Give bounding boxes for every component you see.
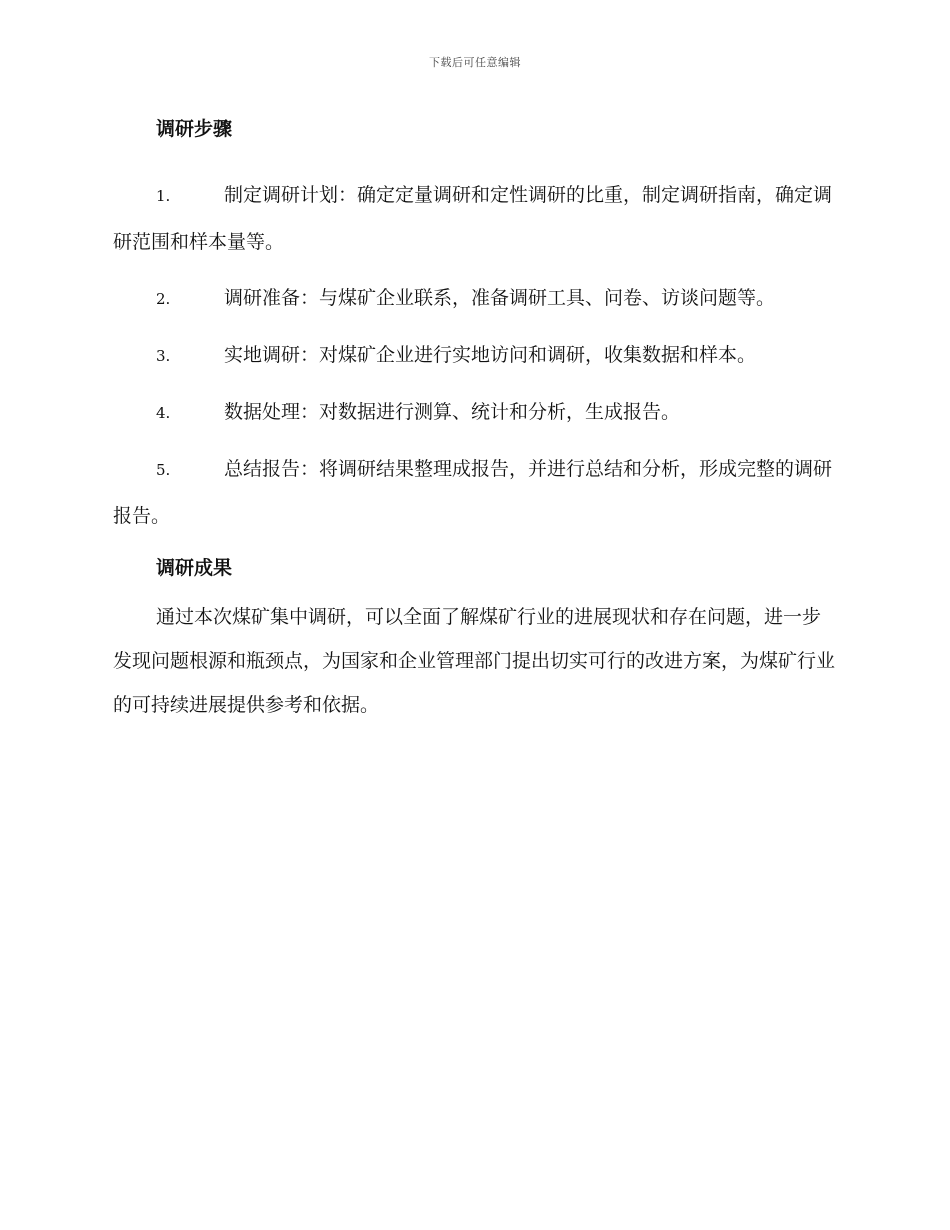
list-item-number: 2. <box>156 290 171 308</box>
header-note: 下载后可任意编辑 <box>429 56 521 69</box>
list-item <box>113 446 835 539</box>
document-content <box>113 114 835 727</box>
list-item-text: 调研准备：与煤矿企业联系，准备调研工具、问卷、访谈问题等。 <box>224 287 776 309</box>
list-item-text: 总结报告：将调研结果整理成报告，并进行总结和分析，形成完整的调研报告。 <box>113 458 833 527</box>
list-item <box>113 389 835 436</box>
list-item-number: 3. <box>156 347 171 365</box>
list-item <box>113 332 835 379</box>
list-item <box>113 275 835 322</box>
list-item-number: 4. <box>156 404 171 422</box>
list-item-text: 数据处理：对数据进行测算、统计和分析，生成报告。 <box>224 401 681 423</box>
list-item-number: 5. <box>156 461 171 479</box>
section-heading-steps: 调研步骤 <box>156 118 233 140</box>
list-item-text: 实地调研：对煤矿企业进行实地访问和调研，收集数据和样本。 <box>224 344 757 366</box>
results-paragraph: 通过本次煤矿集中调研，可以全面了解煤矿行业的进展现状和存在问题，进一步发现问题根源和瓶颈点，为国家和企业管理部门提出切实可行的改进方案，为煤矿行业的可持续进展提供参考和依据。 <box>113 606 836 716</box>
list-item <box>113 172 835 265</box>
section-heading-results: 调研成果 <box>156 557 233 579</box>
list-item-text: 制定调研计划：确定定量调研和定性调研的比重，制定调研指南，确定调研范围和样本量等。 <box>113 184 833 253</box>
list-item-number: 1. <box>156 187 171 205</box>
